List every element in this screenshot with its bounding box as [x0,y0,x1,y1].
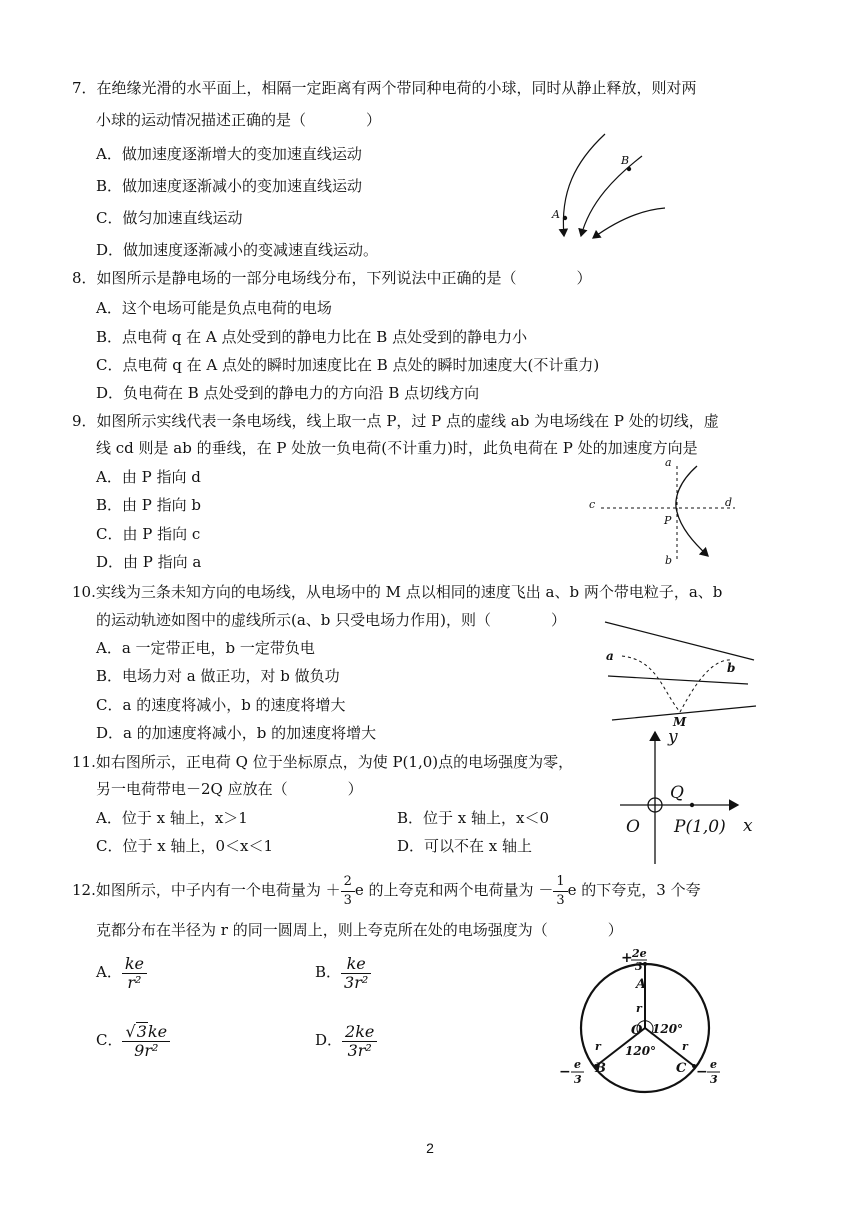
q7-stem-line1: 7．在绝缘光滑的水平面上，相隔一定距离有两个带同种电荷的小球，同时从静止释放，则对两 [72,79,697,97]
q12-point-b-label: B [595,1061,606,1076]
q7-option-d: D．做加速度逐渐减小的变减速直线运动。 [96,241,379,259]
q10-label-m: M [673,715,687,729]
q12-right-charge-num: e [710,1058,717,1071]
q12-angle1-label: 120° [652,1022,684,1036]
q12-left-charge-num: e [574,1058,581,1071]
q11-origin-label: O [626,817,640,837]
q10-option-a: A．a 一定带正电，b 一定带负电 [96,639,315,657]
q12-stem-line2: 克都分布在半径为 r 的同一圆周上，则上夸克所在处的电场强度为（ ） [96,921,623,939]
q12-quark-circle-figure [555,948,730,1098]
q11-option-d: D．可以不在 x 轴上 [397,837,533,855]
q11-axis-y-label: y [668,727,678,747]
q12-option-d: D． $\frac{2ke}{\text{3r²}}$ [315,1018,377,1062]
q12-left-charge-den: 3 [574,1073,582,1086]
q9-option-a: A．由 P 指向 d [96,468,201,486]
q10-label-a: a [606,649,614,663]
q11-stem-line2: 另一电荷带电－2Q 应放在（ ） [96,780,363,798]
q12-point-a-label: A [636,977,647,992]
q10-stem-line1: 10.实线为三条未知方向的电场线，从电场中的 M 点以相同的速度飞出 a、b 两个带电粒子，a、b [72,583,723,601]
q7-stem-line2: 小球的运动情况描述正确的是（ ） [96,111,382,129]
q10-option-d: D．a 的加速度将减小，b 的加速度将增大 [96,724,377,742]
q12-frac-two-thirds: $\frac{2}{3}$ [341,873,355,910]
q11-coordinate-figure [612,728,777,868]
q12-option-c: C． $\frac{√3ke}{\text{9r²}}$ [96,1018,170,1062]
q9-option-c: C．由 P 指向 c [96,525,201,543]
q8-point-b-label: B [621,154,630,167]
q9-label-d: d [725,496,733,509]
q9-label-c: c [589,498,596,511]
q8-field-lines-figure [545,132,675,247]
q12-radius-left-label: r [595,1040,601,1053]
q12-frac-one-third: $\frac{1}{3}$ [553,873,567,910]
q10-option-b: B．电场力对 a 做正功，对 b 做负功 [96,667,340,685]
q12-right-charge-sign: − [696,1064,708,1080]
q7-option-c: C．做匀加速直线运动 [96,209,243,227]
q12-stem-part1: 12.如图所示，中子内有一个电荷量为 ＋ [72,881,341,899]
q11-axis-x-label: x [743,816,753,836]
q12-stem-part3: e 的下夸克，3 个夸 [567,881,701,899]
q12-stem-line1 [72,870,701,910]
q12-left-charge-sign: − [559,1064,571,1080]
q11-option-b: B．位于 x 轴上，x＜0 [397,809,550,827]
q8-option-c: C．点电荷 q 在 A 点处的瞬时加速度比在 B 点处的瞬时加速度大(不计重力) [96,356,600,374]
q9-option-d: D．由 P 指向 a [96,553,202,571]
q7-option-b: B．做加速度逐渐减小的变加速直线运动 [96,177,363,195]
q8-stem: 8．如图所示是静电场的一部分电场线分布，下列说法中正确的是（ ） [72,269,592,287]
q9-stem-line2: 线 cd 则是 ab 的垂线，在 P 处放一负电荷(不计重力)时，此负电荷在 P 处的加速度方向是 [96,439,698,457]
q8-option-a: A．这个电场可能是负点电荷的电场 [96,299,332,317]
page-number: 2 [426,1140,434,1156]
q10-stem-line2: 的运动轨迹如图中的虚线所示(a、b 只受电场力作用)，则（ ） [96,611,567,629]
q8-option-d: D．负电荷在 B 点处受到的静电力的方向沿 B 点切线方向 [96,384,480,402]
q12-center-label: O [631,1023,643,1038]
q12-top-charge-den: 3 [635,960,643,973]
q8-point-a-label: A [552,208,560,221]
q12-top-charge-sign: + [621,950,633,966]
q11-stem-line1: 11.如右图所示，正电荷 Q 位于坐标原点，为使 P(1,0)点的电场强度为零， [72,753,574,771]
q9-tangent-figure [585,456,745,568]
q10-label-b: b [727,661,736,675]
q12-top-charge-num: 2e [632,947,647,960]
q11-charge-q-label: Q [670,783,684,803]
q10-trajectory-figure [602,620,762,730]
q9-option-b: B．由 P 指向 b [96,496,202,514]
q7-option-a: A．做加速度逐渐增大的变加速直线运动 [96,145,362,163]
q8-option-b: B．点电荷 q 在 A 点处受到的静电力比在 B 点处受到的静电力小 [96,328,528,346]
q11-option-c: C．位于 x 轴上，0＜x＜1 [96,837,274,855]
q9-stem-line1: 9．如图所示实线代表一条电场线，线上取一点 P，过 P 点的虚线 ab 为电场线在 P 处的切线，虚 [72,412,719,430]
q10-option-c: C．a 的速度将减小，b 的速度将增大 [96,696,346,714]
q11-option-a: A．位于 x 轴上，x＞1 [96,809,248,827]
q12-stem-part2: e 的上夸克和两个电荷量为 － [354,881,554,899]
q9-label-b: b [665,554,673,567]
q12-radius-label: r [636,1002,642,1015]
q12-radius-right-label: r [682,1040,688,1053]
q12-option-a: A． $\frac{ke}{\text{r²}}$ [96,950,147,994]
q12-point-c-label: C [676,1061,687,1076]
q12-angle2-label: 120° [625,1044,657,1058]
q11-point-p-label: P(1,0) [674,817,726,837]
q12-option-b: B． $\frac{ke}{\text{3r²}}$ [315,950,371,994]
q9-label-p: P [664,514,672,527]
q12-right-charge-den: 3 [710,1073,718,1086]
q9-label-a: a [665,456,672,469]
